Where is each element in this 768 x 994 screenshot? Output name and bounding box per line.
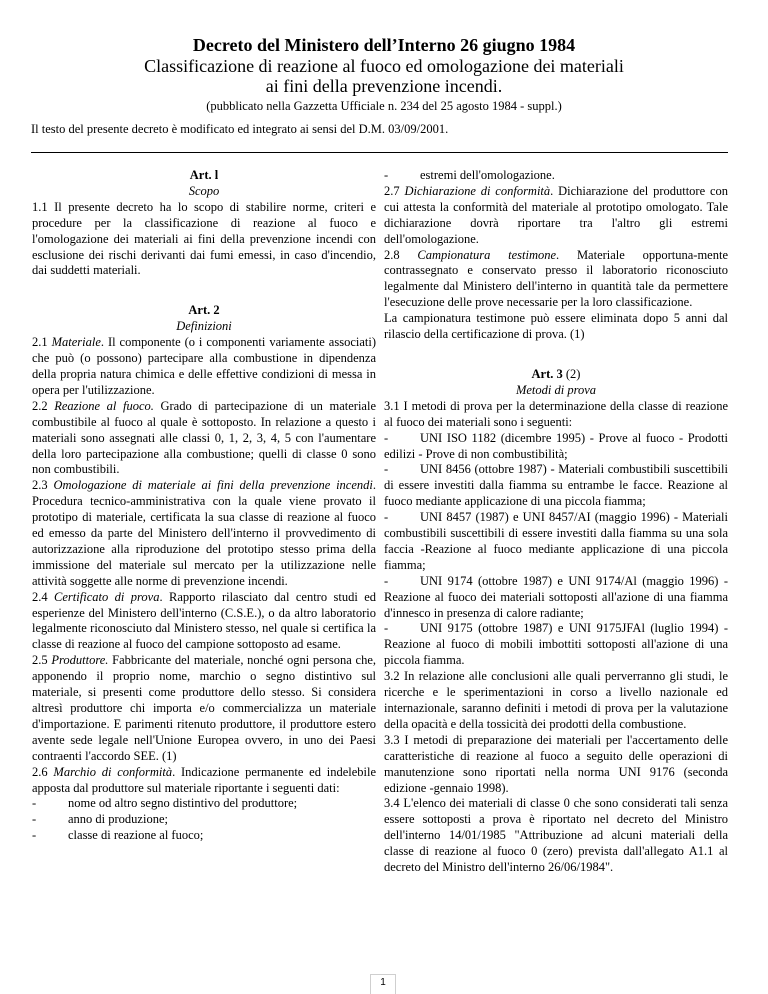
list-item: - UNI 9174 (ottobre 1987) e UNI 9174/Al (maggio 1996) - Reazione al fuoco dei materiali sottoposti all'azione di una fiamma d'innesco in presenza di calore radiante; bbox=[384, 573, 728, 620]
list-item: - nome od altro segno distintivo del produttore; bbox=[32, 796, 298, 811]
list-item: - anno di produzione; bbox=[32, 812, 168, 827]
paragraph-3-4: 3.4 L'elenco dei materiali di classe 0 che sono considerati tali senza essere sottoposti a prova è riportato nel decreto del Ministro dell'interno 14/01/1985 "Attribuzione ad alcuni materiali della classe di reazione al fuoco 0 (zero) prevista dall'allegato A1.1 al decreto del Ministro dell'interno 26/06/1984". bbox=[384, 796, 728, 875]
list-item: - estremi dell'omologazione. bbox=[384, 168, 555, 182]
paragraph-2-3: 2.3 Omologazione di materiale ai fini della prevenzione incendi. Procedura tecnico-amministrativa con la quale viene provato il prototipo di materiale, certificata la sua classe di reazione al fuoco ed emesso da parte del Ministero dell'interno il provvedimento di autorizzazione alla riproduzione del prototipo stesso prima della immissione del materiale sul mercato per la utilizzazione nelle attività soggette alle norme di prevenzione incendi. bbox=[32, 478, 376, 588]
paragraph-2-5: 2.5 Produttore. Fabbricante del materiale, nonché ogni persona che, apponendo il proprio nome, marchio o segno distintivo sul materiale, si presenti come produttore dello stesso. Si considera altresì produttore chi importa e/o commercializza un materiale d'importazione. E parimenti ritenuto produttore, il produttore estero avente sede legale nell'Unione Europea ovvero, in uno dei Paesi contraenti l'accordo SEE. (1) bbox=[32, 653, 376, 763]
horizontal-divider bbox=[31, 152, 728, 153]
article-2-subtitle: Definizioni bbox=[176, 319, 232, 334]
paragraph-3-2: 3.2 In relazione alle conclusioni alle quali perverranno gli studi, le ricerche e le sperimentazioni in corso a livello nazionale ed internazionale, saranno definiti i metodi di prova per la valutazione della opacità e della tossicità dei prodotti della combustione. bbox=[384, 669, 728, 731]
paragraph-3-1: 3.1 I metodi di prova per la determinazione della classe di reazione al fuoco dei materiali sono i seguenti: bbox=[384, 398, 728, 429]
paragraph-2-7: 2.7 Dichiarazione di conformità. Dichiarazione del produttore con cui attesta la conformità del materiale al prototipo omologato. Tale dichiarazione dovrà riportare tra l'altro gli estremi dell'omologazione. bbox=[384, 183, 728, 246]
list-item: - UNI 9175 (ottobre 1987) e UNI 9175JFAl (luglio 1994) - Reazione al fuoco di mobili imbottiti sottoposti all'azione di una piccola fiamma. bbox=[384, 621, 728, 668]
page-number: 1 bbox=[370, 974, 396, 994]
publication-info: (pubblicato nella Gazzetta Ufficiale n. 234 del 25 agosto 1984 - suppl.) bbox=[206, 99, 562, 113]
article-1-subtitle: Scopo bbox=[188, 183, 220, 198]
document-title: Decreto del Ministero dell’Interno 26 giugno 1984 bbox=[192, 35, 576, 55]
paragraph-2-2: 2.2 Reazione al fuoco. Grado di partecipazione di un materiale combustibile al fuoco al quale è sottoposto. In relazione a questo i materiali sono assegnati alle classi 0, 1, 2, 3, 4, 5 con l'aumentare della loro partecipazione alla combustione; quelli di classe 0 sono non combustibili. bbox=[32, 398, 376, 477]
list-item: - UNI ISO 1182 (dicembre 1995) - Prove al fuoco - Prodotti edilizi - Prove di non combustibilità; bbox=[384, 430, 728, 461]
article-2-title: Art. 2 bbox=[188, 303, 220, 318]
article-3-title: Art. 3 (2) bbox=[531, 366, 581, 381]
document-subtitle-line2: ai fini della prevenzione incendi. bbox=[265, 76, 503, 96]
document-subtitle-line1: Classificazione di reazione al fuoco ed omologazione dei materiali bbox=[144, 56, 624, 76]
paragraph-2-1: 2.1 Materiale. Il componente (o i componenti variamente associati) che può (o possono) partecipare alla combustione in dipendenza della propria natura chimica e delle effettive condizioni di messa in opera per l'utilizzazione. bbox=[32, 335, 376, 397]
article-1-title: Art. l bbox=[189, 168, 219, 182]
list-item: - classe di reazione al fuoco; bbox=[32, 828, 204, 843]
paragraph-2-6: 2.6 Marchio di conformità. Indicazione permanente ed indelebile apposta dal produttore sul materiale riportante i seguenti dati: bbox=[32, 764, 377, 795]
document-header bbox=[0, 0, 768, 114]
left-column bbox=[32, 168, 376, 844]
right-column bbox=[384, 168, 728, 876]
list-item: - UNI 8457 (1987) e UNI 8457/AI (maggio 1996) - Materiali combustibili suscettibili di essere investiti dalla fiamma su una sola faccia -Reazione al fuoco mediante applicazione di una piccola fiamma; bbox=[384, 510, 728, 572]
paragraph-2-4: 2.4 Certificato di prova. Rapporto rilasciato dal centro studi ed esperienze del Ministero dell'interno (C.S.E.), o da altro laboratorio legalmente riconosciuto dal Ministero stesso, nel quale si certifica la classe di reazione al fuoco del campione sottoposto ad esame. bbox=[32, 589, 377, 652]
paragraph-2-8-b: La campionatura testimone può essere eliminata dopo 5 anni dal rilascio della certificazione di prova. (1) bbox=[384, 311, 728, 342]
paragraph-1-1: 1.1 Il presente decreto ha lo scopo di stabilire norme, criteri e procedure per la classificazione di reazione al fuoco e l'omologazione dei materiali ai fini della prevenzione incendi con esclusione dei rischi derivanti dai fumi emessi, in caso d'incendio, dai suddetti materiali. bbox=[32, 199, 376, 278]
paragraph-3-3: 3.3 I metodi di preparazione dei materiali per l'accertamento delle caratteristiche di reazione al fuoco a seguito delle operazioni di manutenzione sono riportati nella norma UNI 9176 (seconda edizione -gennaio 1998). bbox=[384, 732, 728, 795]
article-3-subtitle: Metodi di prova bbox=[515, 382, 597, 397]
amendment-note: Il testo del presente decreto è modificato ed integrato ai sensi del D.M. 03/09/2001. bbox=[31, 122, 449, 136]
list-item: - UNI 8456 (ottobre 1987) - Materiali combustibili suscettibili di essere investiti dalla fiamma su entrambe le facce. Reazione al fuoco mediante applicazione di una piccola fiamma; bbox=[384, 462, 728, 509]
paragraph-2-8: 2.8 Campionatura testimone. Materiale opportuna-mente contrassegnato e conservato presso il laboratorio riconosciuto legalmente dal Ministero dell'interno in quantità tale da permettere l'esecuzione delle prove necessarie per la loro classificazione. bbox=[384, 247, 728, 310]
